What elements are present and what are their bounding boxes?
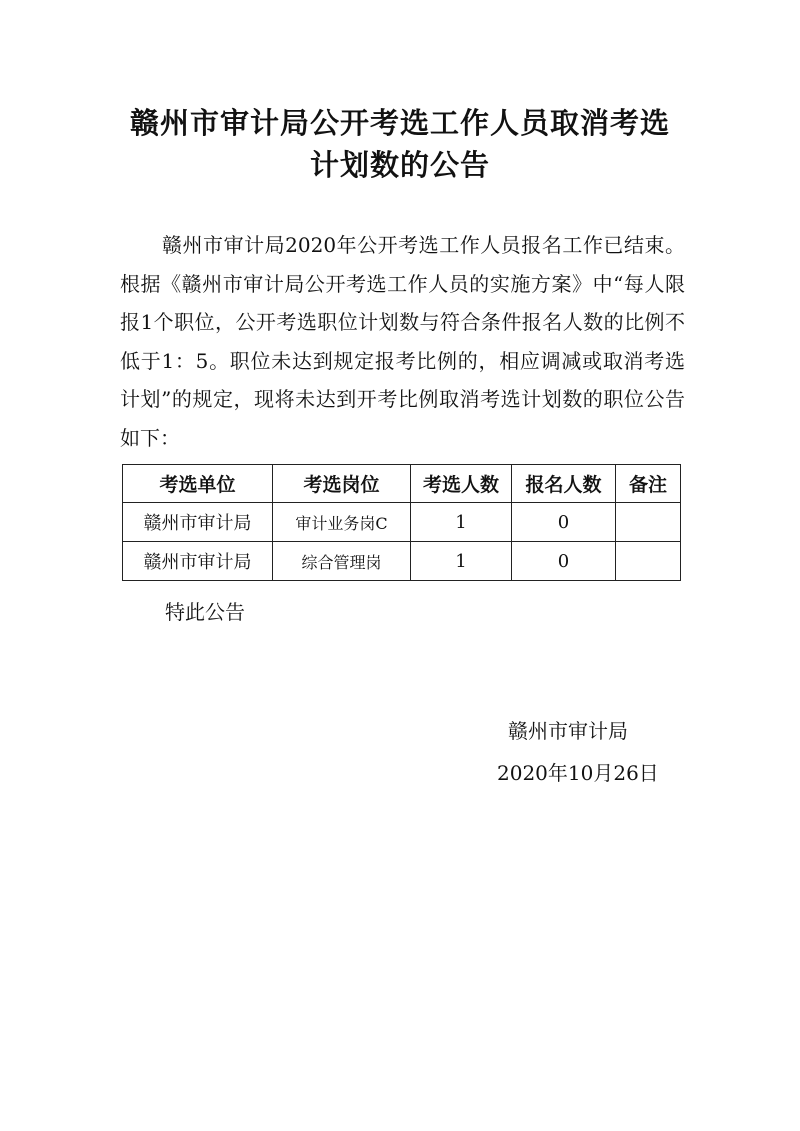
header-unit: 考选单位	[123, 465, 273, 503]
cell-unit: 赣州市审计局	[123, 503, 273, 542]
closing-statement: 特此公告	[165, 600, 245, 624]
cell-remarks	[616, 503, 681, 542]
header-planned-count: 考选人数	[411, 465, 512, 503]
header-position: 考选岗位	[273, 465, 411, 503]
signature-date: 2020年10月26日	[497, 761, 659, 785]
cell-applicant-count: 0	[512, 542, 616, 581]
cell-remarks	[616, 542, 681, 581]
cell-position: 审计业务岗C	[273, 503, 411, 542]
notice-body-paragraph: 赣州市审计局2020年公开考选工作人员报名工作已结束。根据《赣州市审计局公开考选工作人员的实施方案》中“每人限报1个职位，公开考选职位计划数与符合条件报名人数的比例不低于1：5。职位未达到规定报考比例的，相应调减或取消考选计划”的规定，现将未达到开考比例取消考选计划数的职位公告如下：	[120, 233, 685, 450]
header-applicant-count: 报名人数	[512, 465, 616, 503]
table-row	[123, 542, 681, 581]
table-header-row	[123, 465, 681, 503]
cell-planned-count: 1	[411, 503, 512, 542]
signature-organization: 赣州市审计局	[508, 719, 628, 743]
notice-title-line-2: 计划数的公告	[309, 148, 490, 182]
notice-title-line-1: 赣州市审计局公开考选工作人员取消考选	[129, 106, 670, 140]
cell-applicant-count: 0	[512, 503, 616, 542]
header-remarks: 备注	[616, 465, 681, 503]
cell-unit: 赣州市审计局	[123, 542, 273, 581]
cell-position: 综合管理岗	[273, 542, 411, 581]
cell-planned-count: 1	[411, 542, 512, 581]
table-row	[123, 503, 681, 542]
cancelled-positions-table	[122, 464, 681, 581]
